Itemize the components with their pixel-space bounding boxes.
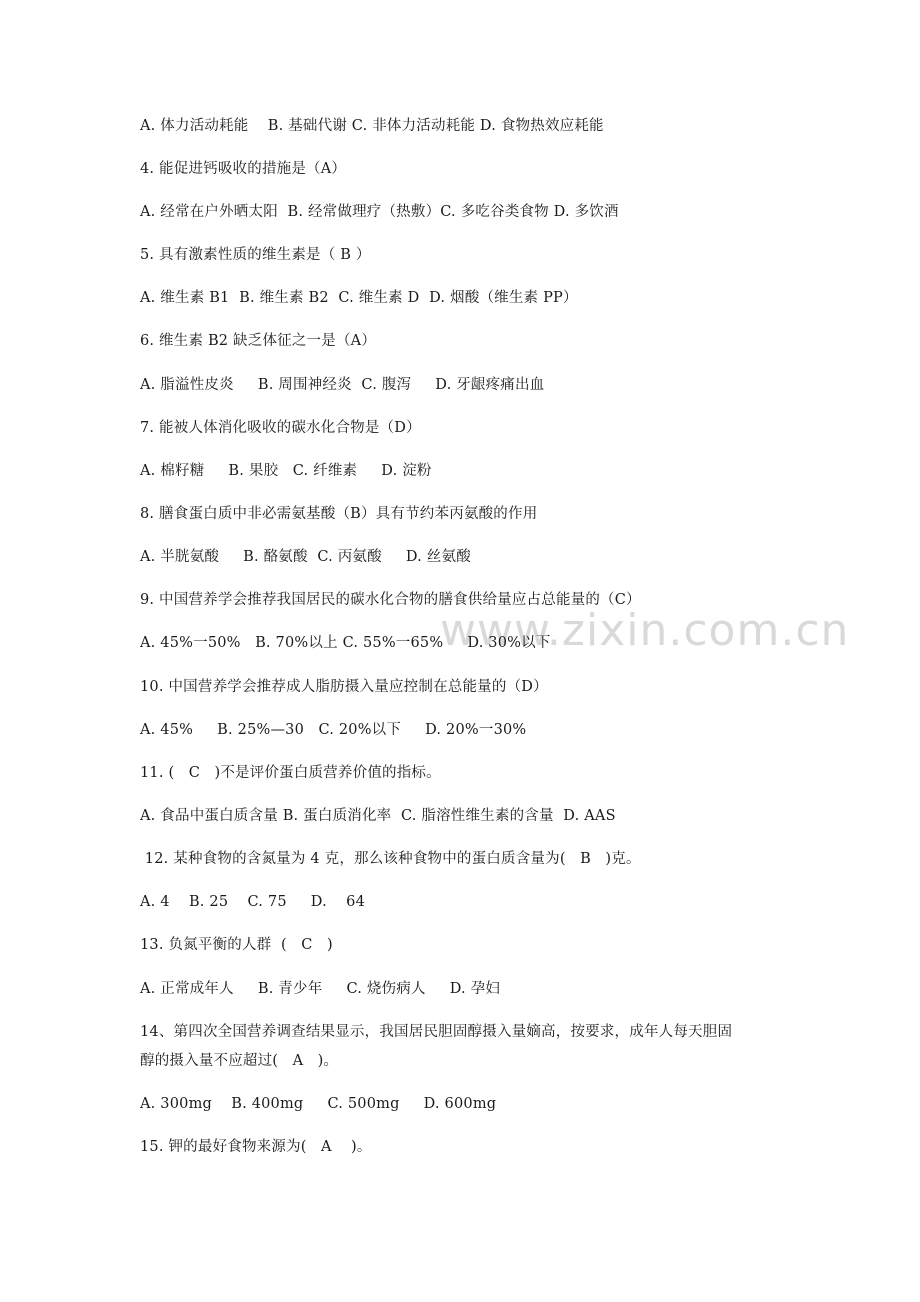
option-line-q7: A. 棉籽糖 B. 果胶 C. 纤维素 D. 淀粉	[140, 463, 432, 479]
option-line-q6: A. 脂溢性皮炎 B. 周围神经炎 C. 腹泻 D. 牙龈疼痛出血	[140, 377, 545, 393]
question-11: 11. ( C )不是评价蛋白质营养价值的指标。	[140, 765, 441, 781]
question-13: 13. 负氮平衡的人群 ( C )	[140, 937, 333, 953]
option-line-q9: A. 45%一50% B. 70%以上 C. 55%一65% D. 30%以下	[140, 635, 551, 651]
question-8: 8. 膳食蛋白质中非必需氨基酸（B）具有节约苯丙氨酸的作用	[140, 506, 538, 522]
question-12: 12. 某种食物的含氮量为 4 克，那么该种食物中的蛋白质含量为( B )克。	[140, 851, 641, 867]
option-line-q5: A. 维生素 B1 B. 维生素 B2 C. 维生素 D D. 烟酸（维生素 PP）	[140, 290, 578, 306]
option-line-q11: A. 食品中蛋白质含量 B. 蛋白质消化率 C. 脂溶性维生素的含量 D. AAS	[140, 808, 616, 824]
option-line-q8: A. 半胱氨酸 B. 酪氨酸 C. 丙氨酸 D. 丝氨酸	[140, 549, 471, 565]
question-5: 5. 具有激素性质的维生素是（ B ）	[140, 247, 371, 263]
question-15: 15. 钾的最好食物来源为( A )。	[140, 1139, 372, 1155]
question-4: 4. 能促进钙吸收的措施是（A）	[140, 161, 347, 177]
question-14-line-2: 醇的摄入量不应超过( A )。	[140, 1053, 339, 1069]
question-6: 6. 维生素 B2 缺乏体征之一是（A）	[140, 333, 377, 349]
question-10: 10. 中国营养学会推荐成人脂肪摄入量应控制在总能量的（D）	[140, 679, 548, 695]
watermark: www.zixin.com.cn	[440, 605, 850, 656]
option-line-q10: A. 45% B. 25%—30 C. 20%以下 D. 20%一30%	[140, 722, 527, 738]
question-9: 9. 中国营养学会推荐我国居民的碳水化合物的膳食供给量应占总能量的（C）	[140, 592, 641, 608]
question-14-line-1: 14、第四次全国营养调查结果显示，我国居民胆固醇摄入量嫡高，按要求，成年人每天胆固	[140, 1024, 733, 1040]
option-line-q3: A. 体力活动耗能 B. 基础代谢 C. 非体力活动耗能 D. 食物热效应耗能	[140, 118, 604, 134]
option-line-q13: A. 正常成年人 B. 青少年 C. 烧伤病人 D. 孕妇	[140, 981, 501, 997]
option-line-q12: A. 4 B. 25 C. 75 D. 64	[140, 894, 366, 910]
option-line-q4: A. 经常在户外晒太阳 B. 经常做理疗（热敷）C. 多吃谷类食物 D. 多饮酒	[140, 204, 619, 220]
question-7: 7. 能被人体消化吸收的碳水化合物是（D）	[140, 420, 421, 436]
option-line-q14: A. 300mg B. 400mg C. 500mg D. 600mg	[140, 1096, 497, 1112]
